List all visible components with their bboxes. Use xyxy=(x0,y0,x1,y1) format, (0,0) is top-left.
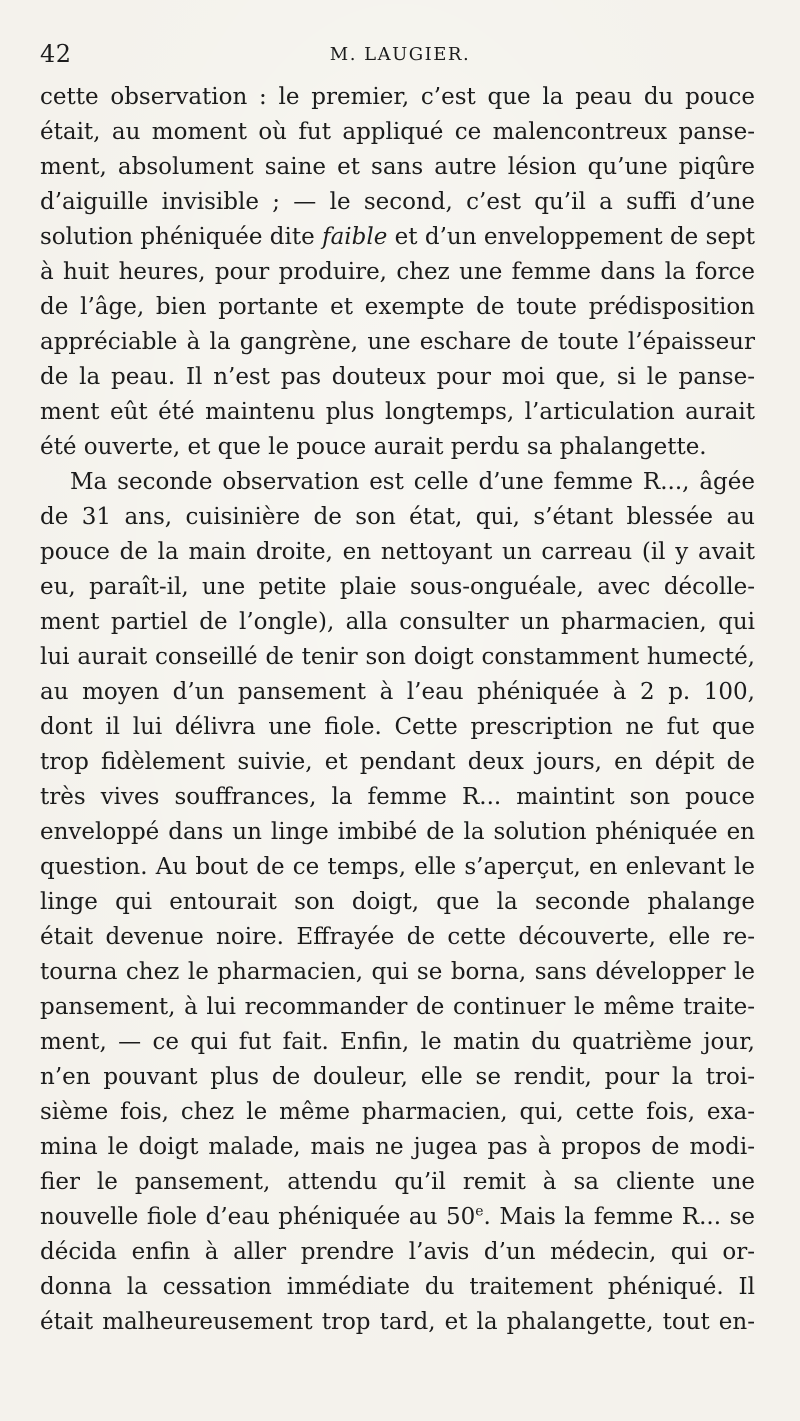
text-line: ment, absolument saine et sans autre lésion qu’une piqûre xyxy=(40,154,755,180)
text-line: cette observation : le premier, c’est que la peau du pouce xyxy=(40,84,755,110)
text-line: sième fois, chez le même pharmacien, qui, cette fois, exa- xyxy=(40,1099,755,1125)
text-line: était malheureusement trop tard, et la phalangette, tout en- xyxy=(40,1309,755,1335)
text-line: décida enfin à aller prendre l’avis d’un médecin, qui or- xyxy=(40,1239,755,1265)
text-line: solution phéniquée dite faible et d’un enveloppement de sept xyxy=(40,224,755,250)
text-line: lui aurait conseillé de tenir son doigt constamment humecté, xyxy=(40,644,755,670)
text-line: dont il lui délivra une fiole. Cette prescription ne fut que xyxy=(40,714,755,740)
text-line: enveloppé dans un linge imbibé de la solution phéniquée en xyxy=(40,819,755,845)
text-line: fier le pansement, attendu qu’il remit à sa cliente une xyxy=(40,1169,755,1195)
paragraph-start-line: Ma seconde observation est celle d’une femme R..., âgée xyxy=(70,469,755,495)
text-line: pansement, à lui recommander de continuer le même traite- xyxy=(40,994,755,1020)
page-number: 42 xyxy=(40,40,72,68)
paragraph-end-line: été ouverte, et que le pouce aurait perdu sa phalangette. xyxy=(40,434,707,460)
text-line: ment partiel de l’ongle), alla consulter un pharmacien, qui xyxy=(40,609,755,635)
text-line: ment eût été maintenu plus longtemps, l’articulation aurait xyxy=(40,399,755,425)
text-line: appréciable à la gangrène, une eschare de toute l’épaisseur xyxy=(40,329,755,355)
page-header xyxy=(40,36,760,76)
text-line: de la peau. Il n’est pas douteux pour moi que, si le panse- xyxy=(40,364,755,390)
text-line: n’en pouvant plus de douleur, elle se rendit, pour la troi- xyxy=(40,1064,755,1090)
text-line: tourna chez le pharmacien, qui se borna, sans développer le xyxy=(40,959,755,985)
text-line: de l’âge, bien portante et exempte de toute prédisposition xyxy=(40,294,755,320)
text-line: ment, — ce qui fut fait. Enfin, le matin du quatrième jour, xyxy=(40,1029,755,1055)
text-line: pouce de la main droite, en nettoyant un carreau (il y avait xyxy=(40,539,755,565)
text-line: trop fidèlement suivie, et pendant deux jours, en dépit de xyxy=(40,749,755,775)
text-line: était devenue noire. Effrayée de cette découverte, elle re- xyxy=(40,924,755,950)
text-line: mina le doigt malade, mais ne jugea pas à propos de modi- xyxy=(40,1134,755,1160)
text-line: de 31 ans, cuisinière de son état, qui, s’étant blessée au xyxy=(40,504,755,530)
body-text xyxy=(40,80,755,1340)
text-line: à huit heures, pour produire, chez une femme dans la force xyxy=(40,259,755,285)
text-line: linge qui entourait son doigt, que la seconde phalange xyxy=(40,889,755,915)
text-line: nouvelle fiole d’eau phéniquée au 50e. Mais la femme R... se xyxy=(40,1203,755,1230)
text-line: d’aiguille invisible ; — le second, c’est qu’il a suffi d’une xyxy=(40,189,755,215)
text-line: au moyen d’un pansement à l’eau phéniquée à 2 p. 100, xyxy=(40,679,755,705)
text-line: était, au moment où fut appliqué ce malencontreux panse- xyxy=(40,119,755,145)
text-line: question. Au bout de ce temps, elle s’aperçut, en enlevant le xyxy=(40,854,755,880)
text-line: donna la cessation immédiate du traitement phéniqué. Il xyxy=(40,1274,755,1300)
text-line: très vives souffrances, la femme R... maintint son pouce xyxy=(40,784,755,810)
running-head: M. LAUGIER. xyxy=(329,44,471,65)
text-line: eu, paraît-il, une petite plaie sous-onguéale, avec décolle- xyxy=(40,574,755,600)
